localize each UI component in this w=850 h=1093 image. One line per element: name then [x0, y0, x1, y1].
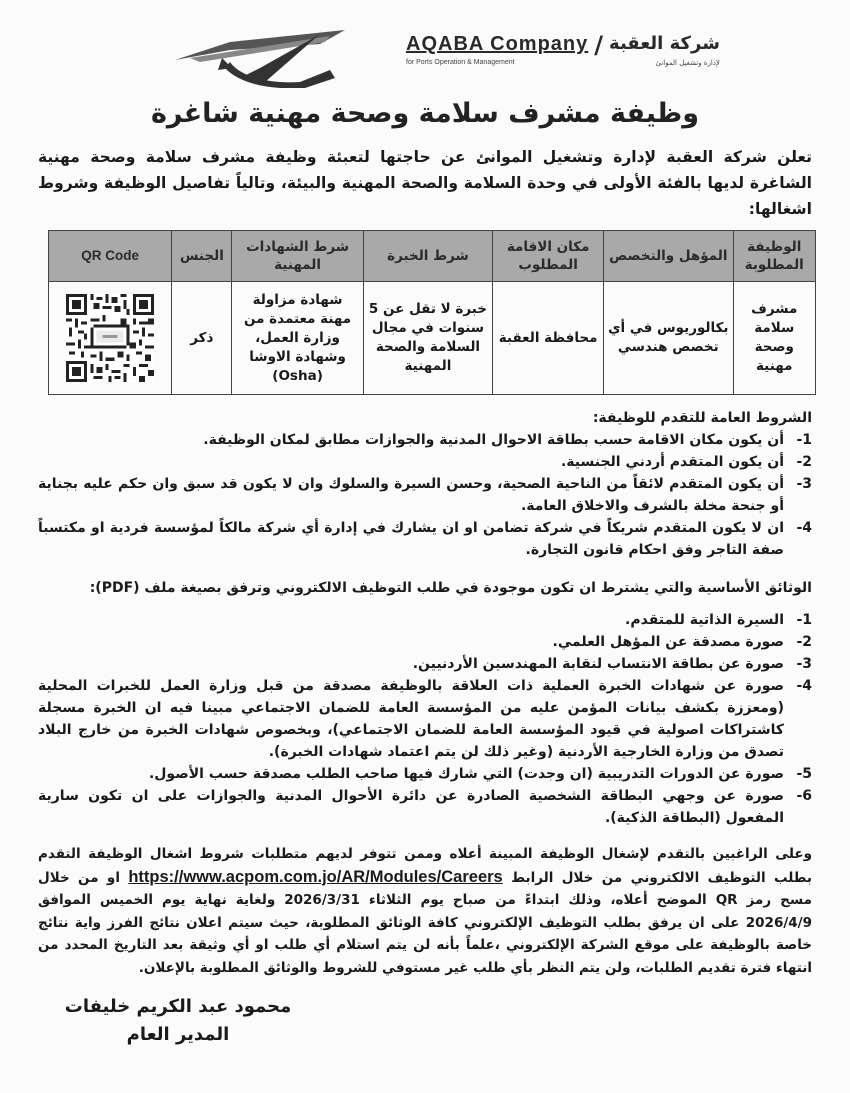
list-number: 4- — [796, 520, 812, 536]
list-number: 2- — [796, 634, 812, 650]
list-item — [38, 631, 812, 653]
signer-name: محمود عبد الكريم خليفات — [64, 996, 292, 1017]
closing-text-part1: وعلى الراغبين بالتقدم لإشغال الوظيفة المبينة أعلاه وممن تتوفر لديهم متطلبات شروط اشغال الوظيفة التقدم بطلب التوظيف الالكتروني من خلال الرابط — [38, 846, 813, 886]
list-item — [38, 675, 812, 763]
list-item — [38, 517, 812, 561]
list-text: أن يكون المتقدم أردني الجنسية. — [560, 454, 784, 470]
table-row — [49, 282, 816, 395]
list-text: ان لا يكون المتقدم شريكاً في شركة تضامن او ان يشارك في إدارة أي شركة مالكاً لمؤسسة فردية او مكتسباً صفة التاجر وفق احكام قانون التجارة. — [38, 520, 784, 558]
logo-english-block — [406, 32, 588, 68]
list-text: صورة مصدقة عن المؤهل العلمي. — [552, 634, 784, 650]
job-details-table — [48, 230, 816, 395]
list-text: أن يكون المتقدم لائقاً من الناحية الصحية، وحسن السيرة والسلوك وان لا يكون قد سبق وان حكم عليه بجناية أو جنحة مخلة بالشرف والاخلاق العامة. — [38, 476, 784, 514]
documents-list — [38, 609, 812, 829]
header-residence: مكان الاقامة المطلوب — [493, 231, 604, 282]
list-number: 4- — [796, 678, 812, 694]
list-number: 2- — [796, 454, 812, 470]
documents-section — [38, 577, 812, 829]
cell-qr-code[interactable] — [49, 282, 172, 395]
list-item — [38, 429, 812, 451]
list-number: 3- — [796, 656, 812, 672]
cell-experience: خبرة لا تقل عن 5 سنوات في مجال السلامة والصحة المهنية — [363, 282, 492, 395]
page-title: وظيفة مشرف سلامة وصحة مهنية شاغرة — [150, 98, 700, 129]
list-item — [38, 451, 812, 473]
cell-gender: ذكر — [172, 282, 232, 395]
list-text: صورة عن الدورات التدريبية (ان وجدت) التي شارك فيها صاحب الطلب مصدقة حسب الأصول. — [148, 766, 784, 782]
closing-text-part2: او من خلال مسح رمز QR الموضح أعلاه، وذلك ابتداءً من صباح يوم الثلاثاء 2026/3/31 ولغاية نهاية يوم الخميس الموافق 2026/4/9 على ان يرفق بطلب التوظيف الإلكتروني كافة الوثائق المطلوبة، حيث سيتم اعلان نتائج الفرز واية نتائج خاصة بالوظيفة على موقع الشركة الإلكتروني ،علماً بأنه لن يتم استلام أي طلب او أي وثيقة بعد التاريخ المحدد من انتهاء فترة تقديم الطلبات، ولن يتم النظر بأي طلب غير مستوفي للشروط والوثائق المطلوبة بالإعلان. — [38, 869, 812, 976]
general-conditions-list — [38, 429, 812, 561]
header-qualification: المؤهل والتخصص — [604, 231, 733, 282]
list-item — [38, 653, 812, 675]
cell-job: مشرف سلامة وصحة مهنية — [733, 282, 816, 395]
table-header-row — [49, 231, 816, 282]
general-conditions-section — [38, 407, 812, 561]
list-number: 3- — [796, 476, 812, 492]
logo-arabic-subtitle: لإدارة وتشغيل الموانئ — [655, 59, 720, 67]
company-logo — [170, 22, 830, 88]
list-item — [38, 609, 812, 631]
ship-anchor-logo-icon — [170, 22, 420, 88]
qr-code-icon[interactable] — [66, 294, 154, 382]
logo-english-name: AQABA Company — [406, 33, 589, 55]
list-number: 6- — [796, 788, 812, 804]
cell-certificates: شهادة مزاولة مهنة معتمدة من وزارة العمل، وشهادة الاوشا (Osha) — [232, 282, 363, 395]
logo-text-row — [406, 32, 720, 68]
cell-residence: محافظة العقبة — [493, 282, 604, 395]
list-item — [38, 763, 812, 785]
list-number: 1- — [796, 432, 812, 448]
cell-qualification: بكالوريوس في أي تخصص هندسي — [604, 282, 733, 395]
list-item — [38, 473, 812, 517]
header-qr-code: QR Code — [49, 231, 172, 282]
list-text: صورة عن بطاقة الانتساب لنقابة المهندسين الأردنيين. — [412, 656, 784, 672]
list-text: السيرة الذاتية للمتقدم. — [625, 612, 784, 628]
logo-arabic-block — [609, 32, 720, 68]
closing-paragraph — [38, 843, 812, 979]
documents-heading: الوثائق الأساسية والتي يشترط ان تكون موجودة في طلب التوظيف الالكتروني وترفق بصيغة ملف (PDF): — [89, 580, 812, 596]
list-number: 1- — [796, 612, 812, 628]
logo-separator: / — [594, 31, 604, 59]
list-text: صورة عن شهادات الخبرة العملية ذات العلاقة بالوظيفة مصدقة من قبل وزارة العمل للخبرات المحلية (ومعززة بكشف بيانات المؤمن عليه من المؤسسة العامة للضمان الاجتماعي مبينا فيه ان الخبرة مسجلة كاشتراكات اصولية في قيود المؤسسة العامة للضمان الاجتماعي)، وبخصوص شهادات الخبرة من خارج البلاد تصدق من وزارة الخارجية الأردنية (وغير ذلك لن يتم اعتماد شهادات الخبرة). — [38, 678, 784, 760]
header-gender: الجنس — [172, 231, 232, 282]
header-experience: شرط الخبرة — [363, 231, 492, 282]
list-text: أن يكون مكان الاقامة حسب بطاقة الاحوال المدنية والجوازات مطابق لمكان الوظيفة. — [203, 432, 784, 448]
list-text: صورة عن وجهي البطاقة الشخصية الصادرة عن دائرة الأحوال المدنية والجوازات على ان تكون سارية المفعول (البطاقة الذكية). — [38, 788, 784, 826]
logo-english-subtitle: for Ports Operation & Management — [406, 59, 515, 66]
intro-paragraph: تعلن شركة العقبة لإدارة وتشغيل الموانئ عن حاجتها لتعبئة وظيفة مشرف سلامة وصحة مهنية الشاغرة لديها بالفئة الأولى في وحدة السلامة والصحة المهنية والبيئة، وتالياً تفاصيل الوظيفة وشروط اشغالها: — [38, 148, 812, 218]
logo-arabic-name: شركة العقبة — [609, 33, 720, 54]
general-conditions-heading: الشروط العامة للتقدم للوظيفة: — [592, 410, 812, 426]
header-job: الوظيفة المطلوبة — [733, 231, 816, 282]
signature-block — [58, 993, 298, 1049]
header-certificates: شرط الشهادات المهنية — [232, 231, 363, 282]
careers-link[interactable]: https://www.acpom.com.jo/AR/Modules/Careers — [128, 867, 503, 886]
signer-position: المدير العام — [126, 1024, 230, 1045]
list-number: 5- — [796, 766, 812, 782]
list-item — [38, 785, 812, 829]
